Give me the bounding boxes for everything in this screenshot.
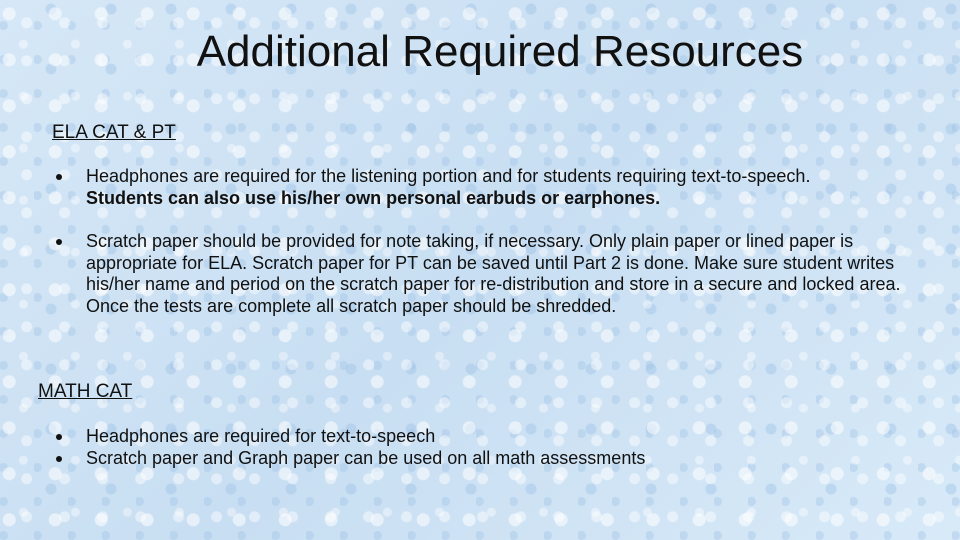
list-item-text: Headphones are required for text-to-speech [86, 426, 436, 446]
list-item-bold-text: Students can also use his/her own personal earbuds or earphones. [86, 187, 661, 208]
list-item [0, 231, 906, 317]
list-item [0, 166, 906, 209]
bullet-icon [56, 174, 62, 180]
list-item [0, 426, 906, 448]
ela-bullet-list [0, 166, 906, 318]
bullet-icon [56, 456, 62, 462]
list-item [0, 448, 906, 470]
list-item-text: Scratch paper and Graph paper can be used on all math assessments [86, 447, 646, 468]
list-item-text: Scratch paper should be provided for note taking, if necessary. Only plain paper or lined paper is appropriate for ELA. Scratch paper for PT can be saved until Part 2 is done. Make sure student writes his/her name and period on the scratch paper for re-distribution and store in a secure and locked area. Once the tests are complete all scratch paper should be shredded. [86, 231, 901, 316]
list-item-text: Headphones are required for the listening portion and for students requiring text-to-speech. [86, 166, 811, 186]
bullet-icon [56, 239, 62, 245]
math-bullet-list [0, 426, 906, 469]
bullet-icon [56, 434, 62, 440]
math-section-heading: MATH CAT [38, 381, 133, 402]
ela-section-heading: ELA CAT & PT [52, 122, 176, 143]
slide-title: Additional Required Resources [196, 27, 804, 76]
